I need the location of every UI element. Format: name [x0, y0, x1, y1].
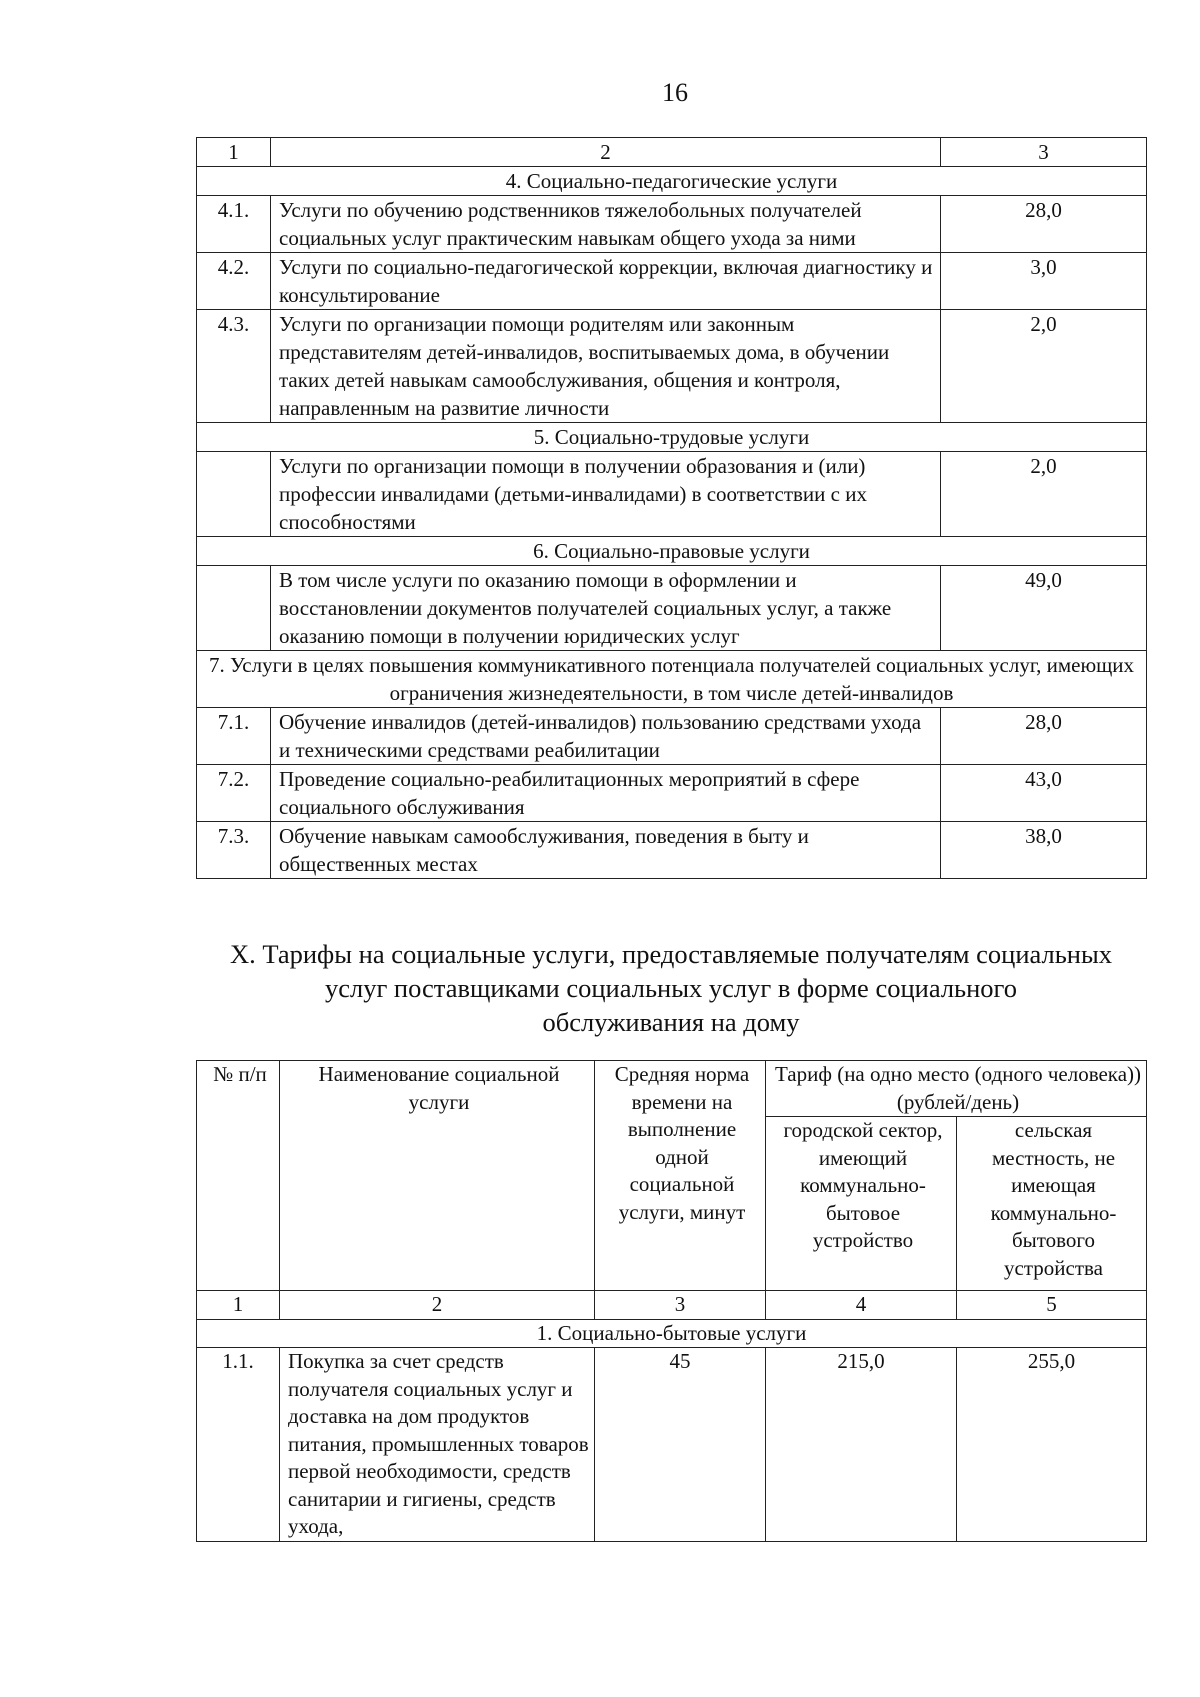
column-number-row [197, 1291, 1147, 1320]
table-row [197, 310, 1147, 423]
column-number: 2 [271, 138, 941, 167]
section-row [197, 1319, 1147, 1348]
urban-tariff: 215,0 [766, 1348, 957, 1542]
column-number-row [197, 138, 1147, 167]
row-number [197, 566, 271, 651]
row-number: 7.1. [197, 708, 271, 765]
header-rural: сельская местность, не имеющая коммунально-бытового устройства [957, 1117, 1147, 1291]
service-name: Обучение инвалидов (детей-инвалидов) пользованию средствами ухода и техническими средствами реабилитации [271, 708, 941, 765]
table-row [197, 765, 1147, 822]
service-name: Проведение социально-реабилитационных мероприятий в сфере социального обслуживания [271, 765, 941, 822]
header-service-name: Наименование социальной услуги [280, 1061, 595, 1291]
section-row [197, 167, 1147, 196]
service-value: 38,0 [941, 822, 1147, 879]
section-title-line: услуг поставщиками социальных услуг в форме социального [324, 973, 1018, 1003]
section-row [197, 423, 1147, 452]
service-value: 3,0 [941, 253, 1147, 310]
section-heading: 5. Социально-трудовые услуги [197, 423, 1147, 452]
service-value: 43,0 [941, 765, 1147, 822]
column-number: 3 [941, 138, 1147, 167]
column-number: 3 [595, 1291, 766, 1320]
row-number [197, 452, 271, 537]
service-value: 2,0 [941, 310, 1147, 423]
table-row [197, 253, 1147, 310]
service-value: 49,0 [941, 566, 1147, 651]
column-number: 1 [197, 138, 271, 167]
section-heading: 6. Социально-правовые услуги [197, 537, 1147, 566]
rural-tariff: 255,0 [957, 1348, 1147, 1542]
column-number: 5 [957, 1291, 1147, 1320]
services-table-body [197, 138, 1147, 879]
section-title-line: обслуживания на дому [542, 1007, 800, 1037]
service-value: 2,0 [941, 452, 1147, 537]
header-tariff: Тариф (на одно место (одного человека)) (рублей/день) [766, 1061, 1147, 1117]
service-name: Услуги по организации помощи родителям или законным представителям детей-инвалидов, воспитываемых дома, в обучении таких детей навыкам самообслуживания, общения и контроля, направленным на развитие личности [271, 310, 941, 423]
service-name: В том числе услуги по оказанию помощи в оформлении и восстановлении документов получателей социальных услуг, а также оказанию помощи в получении юридических услуг [271, 566, 941, 651]
service-name: Услуги по обучению родственников тяжелобольных получателей социальных услуг практическим навыкам общего ухода за ними [271, 196, 941, 253]
section-heading: 4. Социально-педагогические услуги [197, 167, 1147, 196]
section-row [197, 651, 1147, 708]
header-time-norm: Средняя норма времени на выполнение одной социальной услуги, минут [595, 1061, 766, 1291]
service-value: 28,0 [941, 708, 1147, 765]
column-number: 2 [280, 1291, 595, 1320]
section-heading: 1. Социально-бытовые услуги [197, 1319, 1147, 1348]
row-number: 4.3. [197, 310, 271, 423]
tariffs-table [196, 1060, 1147, 1542]
section-title-line: X. Тарифы на социальные услуги, предоставляемые получателям социальных [229, 939, 1113, 969]
table-row [197, 708, 1147, 765]
row-number: 4.1. [197, 196, 271, 253]
section-heading: 7. Услуги в целях повышения коммуникативного потенциала получателей социальных услуг, имеющих ограничения жизнедеятельности, в том числе детей-инвалидов [197, 651, 1147, 708]
header-row [197, 1061, 1147, 1117]
section-row [197, 537, 1147, 566]
table-row [197, 822, 1147, 879]
header-urban: городской сектор, имеющий коммунально-бытовое устройство [766, 1117, 957, 1291]
services-table-continued [196, 137, 1147, 879]
table-row [197, 566, 1147, 651]
service-value: 28,0 [941, 196, 1147, 253]
service-name: Обучение навыкам самообслуживания, поведения в быту и общественных местах [271, 822, 941, 879]
service-name: Услуги по организации помощи в получении образования и (или) профессии инвалидами (детьми-инвалидами) в соответствии с их способностями [271, 452, 941, 537]
section-title [196, 937, 1146, 1039]
table-row [197, 452, 1147, 537]
table-row [197, 196, 1147, 253]
column-number: 4 [766, 1291, 957, 1320]
row-number: 4.2. [197, 253, 271, 310]
column-number: 1 [197, 1291, 280, 1320]
row-number: 7.2. [197, 765, 271, 822]
table-row [197, 1348, 1147, 1542]
page-number: 16 [662, 78, 688, 107]
row-number: 1.1. [197, 1348, 280, 1542]
service-name: Покупка за счет средств получателя социальных услуг и доставка на дом продуктов питания, промышленных товаров первой необходимости, средств санитарии и гигиены, средств ухода, [280, 1348, 595, 1542]
service-name: Услуги по социально-педагогической коррекции, включая диагностику и консультирование [271, 253, 941, 310]
row-number: 7.3. [197, 822, 271, 879]
time-norm: 45 [595, 1348, 766, 1542]
header-num: № п/п [197, 1061, 280, 1291]
